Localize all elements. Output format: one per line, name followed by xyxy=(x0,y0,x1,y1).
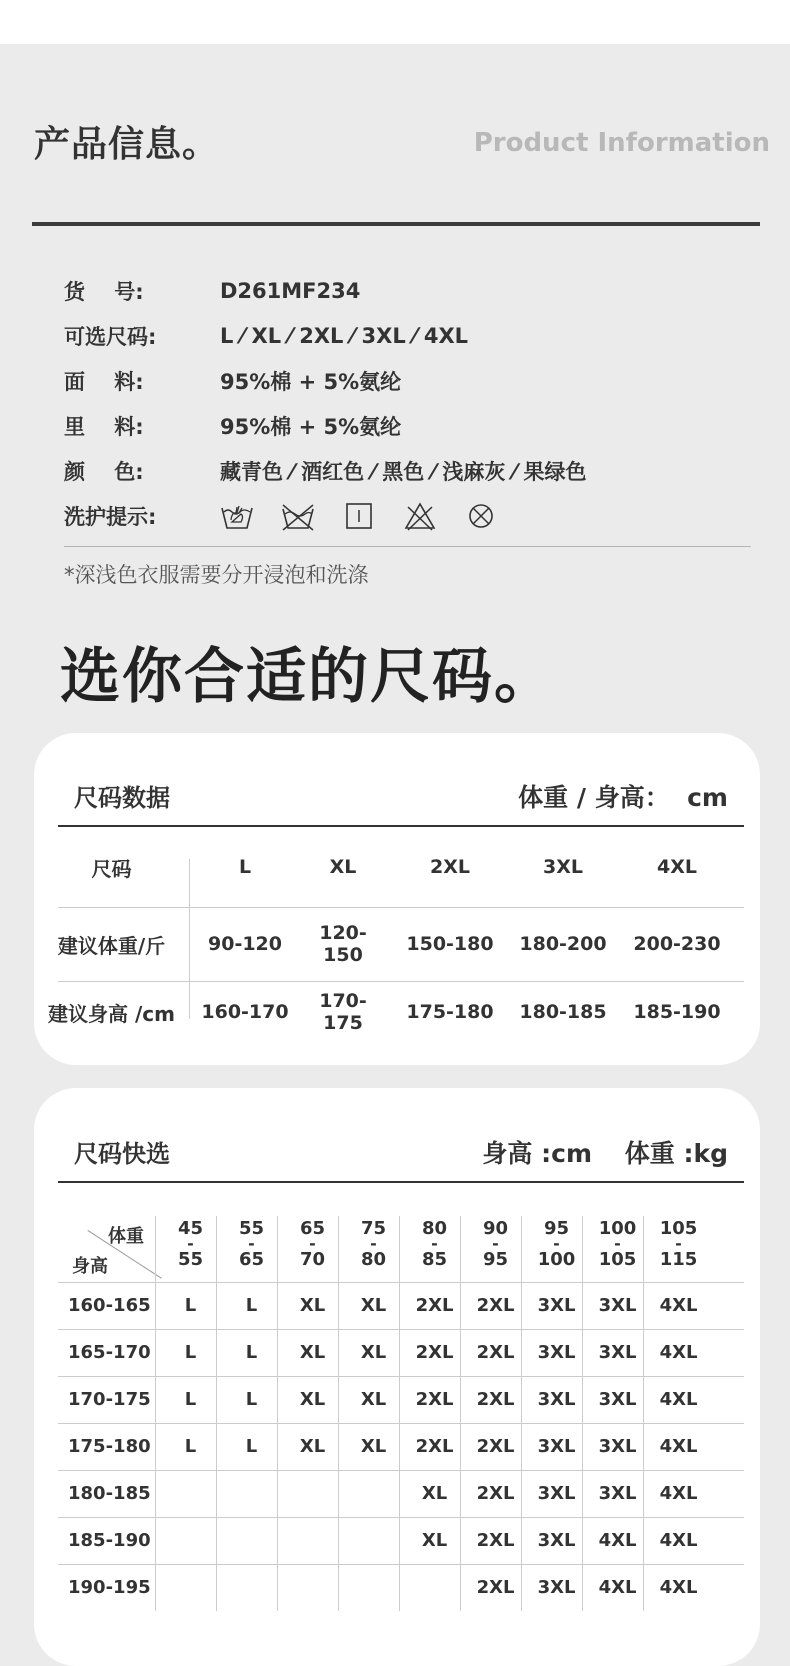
card-title: 尺码数据 xyxy=(74,784,170,812)
size-cell: 2XL xyxy=(476,1389,515,1410)
height-label: 165-170 xyxy=(68,1342,151,1363)
table-cell: 200-230 xyxy=(633,933,721,955)
info-row xyxy=(64,268,754,313)
section-title-en: Product Information xyxy=(473,128,770,158)
corner-height-label: 身高 xyxy=(72,1256,108,1277)
table-header-row xyxy=(34,827,760,907)
hand-wash-icon xyxy=(220,501,254,531)
table-row xyxy=(58,1470,744,1517)
row-label: 建议体重/斤 xyxy=(57,933,166,958)
weight-header-bottom: 85 xyxy=(421,1249,448,1270)
height-label: 170-175 xyxy=(68,1389,151,1410)
size-cell: 4XL xyxy=(659,1577,698,1598)
weight-header-top: 90 xyxy=(482,1218,509,1239)
table-row xyxy=(58,1517,744,1564)
size-cell: XL xyxy=(360,1389,387,1410)
divider xyxy=(460,1216,461,1611)
table-cell: 160-170 xyxy=(201,1001,289,1023)
table-row xyxy=(34,981,760,1043)
weight-header-dash: - xyxy=(675,1234,682,1253)
table-cell: 175-180 xyxy=(406,1001,494,1023)
size-cell: XL xyxy=(299,1389,326,1410)
divider xyxy=(216,1216,217,1611)
size-cell: 4XL xyxy=(598,1577,637,1598)
table-cell: 180-185 xyxy=(519,1001,607,1023)
table-cell: 90-120 xyxy=(208,933,282,955)
weight-header xyxy=(526,1220,587,1268)
corner-cell xyxy=(58,1216,160,1282)
divider xyxy=(521,1216,522,1611)
size-header: 2XL xyxy=(430,856,470,878)
weight-unit: 体重 :kg xyxy=(624,1139,728,1168)
quick-size-card xyxy=(34,1088,760,1666)
table-row xyxy=(58,1282,744,1329)
info-label: 里 料: xyxy=(64,414,144,439)
weight-header-top: 65 xyxy=(299,1218,326,1239)
size-cell: L xyxy=(184,1342,197,1363)
size-cell: 3XL xyxy=(598,1436,637,1457)
info-label: 颜 色: xyxy=(64,459,144,484)
size-cell: 4XL xyxy=(659,1295,698,1316)
table-row xyxy=(58,1329,744,1376)
size-cell: XL xyxy=(299,1295,326,1316)
line-dry-icon xyxy=(342,501,376,531)
header-label: 尺码 xyxy=(91,856,132,881)
size-cell: L xyxy=(184,1295,197,1316)
size-cell: 3XL xyxy=(537,1436,576,1457)
size-data-card xyxy=(34,733,760,1065)
weight-header xyxy=(221,1220,282,1268)
weight-header-dash: - xyxy=(309,1234,316,1253)
size-cell: 2XL xyxy=(476,1483,515,1504)
size-cell: L xyxy=(245,1342,258,1363)
weight-header-dash: - xyxy=(553,1234,560,1253)
weight-header xyxy=(465,1220,526,1268)
size-cell: 2XL xyxy=(415,1436,454,1457)
size-header: XL xyxy=(329,856,357,878)
weight-header xyxy=(587,1220,648,1268)
weight-header-dash: - xyxy=(614,1234,621,1253)
card-header xyxy=(58,1088,744,1183)
table-row xyxy=(58,1564,744,1611)
height-label: 175-180 xyxy=(68,1436,151,1457)
size-cell: L xyxy=(184,1436,197,1457)
size-cell: 2XL xyxy=(415,1342,454,1363)
card-header xyxy=(58,733,744,827)
size-cell: 3XL xyxy=(537,1483,576,1504)
height-label: 160-165 xyxy=(68,1295,151,1316)
size-cell: XL xyxy=(299,1342,326,1363)
info-row xyxy=(64,313,754,358)
weight-header-dash: - xyxy=(248,1234,255,1253)
info-label: 可选尺码: xyxy=(64,324,157,349)
divider xyxy=(155,1216,156,1611)
divider xyxy=(643,1216,644,1611)
weight-header-dash: - xyxy=(370,1234,377,1253)
size-cell: XL xyxy=(360,1295,387,1316)
info-value: 95%棉 + 5%氨纶 xyxy=(220,369,402,394)
size-cell: 2XL xyxy=(415,1389,454,1410)
weight-header-top: 105 xyxy=(659,1218,698,1239)
divider xyxy=(399,1216,400,1611)
no-bleach-icon xyxy=(281,501,315,531)
table-row xyxy=(58,1376,744,1423)
size-cell: 3XL xyxy=(598,1295,637,1316)
size-cell: L xyxy=(245,1295,258,1316)
size-header: 3XL xyxy=(543,856,583,878)
weight-header-bottom: 65 xyxy=(238,1249,265,1270)
care-icons xyxy=(220,501,525,531)
table-row xyxy=(34,907,760,981)
info-label: 面 料: xyxy=(64,369,144,394)
weight-header-bottom: 105 xyxy=(598,1249,637,1270)
size-cell: XL xyxy=(421,1483,448,1504)
weight-header-top: 80 xyxy=(421,1218,448,1239)
weight-header xyxy=(160,1220,221,1268)
no-tumble-dry-icon xyxy=(464,501,498,531)
info-value: D261MF234 xyxy=(220,278,361,303)
weight-header-bottom: 70 xyxy=(299,1249,326,1270)
weight-header xyxy=(343,1220,404,1268)
size-cell: 4XL xyxy=(598,1530,637,1551)
info-row xyxy=(64,358,754,403)
table-cell: 180-200 xyxy=(519,933,607,955)
size-cell: XL xyxy=(360,1342,387,1363)
weight-header-bottom: 95 xyxy=(482,1249,509,1270)
info-value: 藏青色 ⁄ 酒红色 ⁄ 黑色 ⁄ 浅麻灰 ⁄ 果绿色 xyxy=(220,459,587,484)
size-header: 4XL xyxy=(657,856,697,878)
page-background xyxy=(0,44,790,1666)
weight-header xyxy=(648,1220,709,1268)
size-cell: 3XL xyxy=(598,1483,637,1504)
weight-header-dash: - xyxy=(492,1234,499,1253)
size-cell: 2XL xyxy=(415,1295,454,1316)
table-row xyxy=(58,1423,744,1470)
divider xyxy=(64,546,751,547)
care-label: 洗护提示: xyxy=(64,504,157,529)
size-header: L xyxy=(238,856,252,878)
weight-header-bottom: 100 xyxy=(537,1249,576,1270)
table-cell: 170-175 xyxy=(319,990,367,1034)
size-cell: XL xyxy=(421,1530,448,1551)
weight-header-bottom: 115 xyxy=(659,1249,698,1270)
row-label: 建议身高 /cm xyxy=(48,1001,175,1026)
weight-header-top: 75 xyxy=(360,1218,387,1239)
size-cell: L xyxy=(184,1389,197,1410)
info-value: 95%棉 + 5%氨纶 xyxy=(220,414,402,439)
size-cell: 4XL xyxy=(659,1389,698,1410)
product-info xyxy=(64,268,754,538)
divider xyxy=(582,1216,583,1611)
size-cell: 3XL xyxy=(537,1530,576,1551)
weight-header xyxy=(404,1220,465,1268)
divider xyxy=(277,1216,278,1611)
table-cell: 185-190 xyxy=(633,1001,721,1023)
size-cell: 3XL xyxy=(537,1577,576,1598)
info-label: 货 号: xyxy=(64,279,144,304)
size-cell: XL xyxy=(299,1436,326,1457)
info-value: L ⁄ XL ⁄ 2XL ⁄ 3XL ⁄ 4XL xyxy=(220,323,469,348)
weight-header-top: 45 xyxy=(177,1218,204,1239)
table-cell: 120-150 xyxy=(319,922,367,966)
size-cell: 3XL xyxy=(598,1342,637,1363)
card-title: 尺码快选 xyxy=(74,1140,170,1168)
size-cell: 4XL xyxy=(659,1342,698,1363)
weight-header-bottom: 80 xyxy=(360,1249,387,1270)
weight-header-top: 55 xyxy=(238,1218,265,1239)
size-cell: 2XL xyxy=(476,1342,515,1363)
weight-header-dash: - xyxy=(431,1234,438,1253)
table-cell: 150-180 xyxy=(406,933,494,955)
weight-header-bottom: 55 xyxy=(177,1249,204,1270)
info-row xyxy=(64,403,754,448)
size-section-title: 选你合适的尺码。 xyxy=(60,642,556,712)
card-unit: 体重 / 身高： cm xyxy=(518,783,728,812)
table-header-row xyxy=(58,1216,744,1282)
height-label: 180-185 xyxy=(68,1483,151,1504)
info-row xyxy=(64,448,754,493)
size-cell: 3XL xyxy=(598,1389,637,1410)
size-cell: 2XL xyxy=(476,1436,515,1457)
size-cell: 3XL xyxy=(537,1389,576,1410)
size-cell: 3XL xyxy=(537,1342,576,1363)
size-cell: 2XL xyxy=(476,1577,515,1598)
size-cell: 4XL xyxy=(659,1436,698,1457)
size-cell: L xyxy=(245,1436,258,1457)
weight-header-dash: - xyxy=(187,1234,194,1253)
corner-weight-label: 体重 xyxy=(108,1226,144,1247)
height-unit: 身高 :cm xyxy=(482,1139,592,1168)
weight-header-top: 100 xyxy=(598,1218,637,1239)
no-iron-icon xyxy=(403,501,437,531)
size-cell: 2XL xyxy=(476,1530,515,1551)
divider xyxy=(338,1216,339,1611)
care-row xyxy=(64,493,754,538)
weight-header-top: 95 xyxy=(543,1218,570,1239)
size-cell: 2XL xyxy=(476,1295,515,1316)
size-cell: XL xyxy=(360,1436,387,1457)
size-cell: 3XL xyxy=(537,1295,576,1316)
size-cell: L xyxy=(245,1389,258,1410)
wash-note: *深浅色衣服需要分开浸泡和洗涤 xyxy=(64,563,369,587)
size-cell: 4XL xyxy=(659,1483,698,1504)
section-title: 产品信息。 xyxy=(34,124,220,165)
size-cell: 4XL xyxy=(659,1530,698,1551)
height-label: 190-195 xyxy=(68,1577,151,1598)
weight-header xyxy=(282,1220,343,1268)
height-label: 185-190 xyxy=(68,1530,151,1551)
